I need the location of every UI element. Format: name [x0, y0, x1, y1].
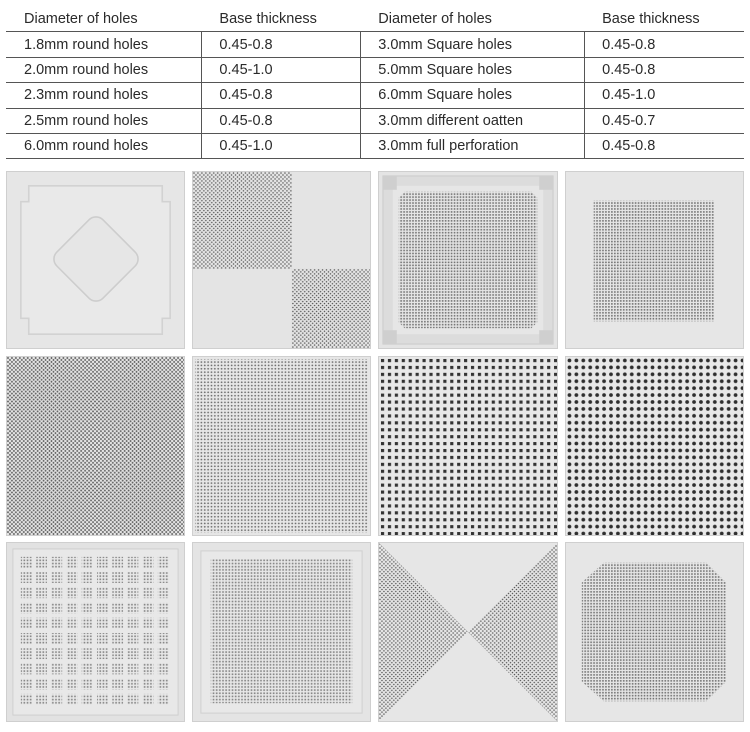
perforation-block [112, 679, 123, 690]
cell-diameter: 1.8mm round holes [7, 32, 202, 57]
table-row [7, 32, 744, 57]
perforation-block [82, 679, 93, 690]
perforation-block [51, 694, 62, 705]
header-diameter-2: Diameter of holes [361, 7, 585, 32]
perforation-block [82, 603, 93, 614]
perforation-block [127, 618, 138, 629]
perforation-block [158, 663, 169, 674]
perforation-block [82, 572, 93, 583]
perforation-block [127, 587, 138, 598]
cell-diameter: 2.5mm round holes [7, 108, 202, 133]
perforation-block [21, 603, 32, 614]
perforation-block [127, 633, 138, 644]
perforation-block [51, 663, 62, 674]
panel-full-diagonal-perforation [6, 356, 185, 536]
cell-thickness: 0.45-0.8 [202, 83, 361, 108]
panel-center-perforation [565, 171, 744, 349]
perforation-block [143, 572, 154, 583]
perforation-block [112, 557, 123, 568]
perforation-block [158, 587, 169, 598]
cell-diameter: 6.0mm round holes [7, 133, 202, 158]
spec-table [6, 6, 744, 159]
perforation-block [158, 572, 169, 583]
perforation-block [112, 603, 123, 614]
header-thickness-2: Base thickness [585, 7, 744, 32]
cell-diameter: 3.0mm different oatten [361, 108, 585, 133]
perforation-block [127, 648, 138, 659]
perforation-block [21, 679, 32, 690]
perforation-block [97, 557, 108, 568]
perforation-block [67, 603, 78, 614]
panel-square-perforated-border [378, 171, 558, 349]
perforation-block [21, 633, 32, 644]
perforation-block [143, 633, 154, 644]
perforation-block [127, 603, 138, 614]
perforation-block [158, 633, 169, 644]
table-row [7, 108, 744, 133]
perforation-block [36, 663, 47, 674]
perforation-block [67, 663, 78, 674]
perforation-block [51, 633, 62, 644]
perforation-block [82, 557, 93, 568]
cell-diameter: 3.0mm Square holes [361, 32, 585, 57]
perforation-block [112, 648, 123, 659]
perforation-block [21, 648, 32, 659]
perforation-block [67, 618, 78, 629]
table-row [7, 83, 744, 108]
cell-diameter: 2.3mm round holes [7, 83, 202, 108]
perforation-block [82, 587, 93, 598]
cell-thickness: 0.45-0.7 [585, 108, 744, 133]
panel-full-fine-perforation [192, 356, 371, 536]
perforation-block [21, 587, 32, 598]
perforation-block [127, 694, 138, 705]
perforation-block [51, 557, 62, 568]
perforation-block [158, 603, 169, 614]
perforation-block [36, 694, 47, 705]
perforation-block [143, 587, 154, 598]
perforation-block [36, 633, 47, 644]
cell-thickness: 0.45-0.8 [585, 133, 744, 158]
perforation-block [67, 648, 78, 659]
perforation-block [143, 679, 154, 690]
perforation-block [51, 679, 62, 690]
perforation-block [97, 633, 108, 644]
table-row [7, 57, 744, 82]
cell-thickness: 0.45-0.8 [202, 32, 361, 57]
panel-embossed-diamond [6, 171, 185, 349]
perforation-block [158, 679, 169, 690]
perforation-block [158, 618, 169, 629]
panel-grid-block-perforation [6, 542, 185, 722]
perforation-block [21, 663, 32, 674]
perforation-block [112, 587, 123, 598]
cell-thickness: 0.45-0.8 [585, 57, 744, 82]
perforation-block [82, 633, 93, 644]
panel-square-holes [378, 356, 558, 536]
perforation-block [21, 572, 32, 583]
perforation-block [36, 557, 47, 568]
perforation-block [51, 603, 62, 614]
cell-diameter: 5.0mm Square holes [361, 57, 585, 82]
table-row [7, 133, 744, 158]
cell-diameter: 3.0mm full perforation [361, 133, 585, 158]
perforation-block [127, 572, 138, 583]
header-diameter-1: Diameter of holes [7, 7, 202, 32]
panel-hourglass-perforation [378, 542, 558, 722]
cell-diameter: 6.0mm Square holes [361, 83, 585, 108]
panel-checkerboard-perforation [192, 171, 371, 349]
perforation-block [158, 648, 169, 659]
spec-table-header-row [7, 7, 744, 32]
perforation-block [36, 679, 47, 690]
perforation-block [143, 557, 154, 568]
perforation-block [112, 618, 123, 629]
perforation-block [36, 572, 47, 583]
perforation-block [97, 603, 108, 614]
perforation-block [67, 572, 78, 583]
cell-thickness: 0.45-1.0 [585, 83, 744, 108]
perforation-block [51, 648, 62, 659]
perforation-block [127, 663, 138, 674]
perforation-block [127, 557, 138, 568]
perforation-block [82, 648, 93, 659]
perforation-block [143, 648, 154, 659]
perforation-block [97, 663, 108, 674]
perforation-block [36, 648, 47, 659]
perforation-block [82, 663, 93, 674]
perforation-block [21, 557, 32, 568]
cell-diameter: 2.0mm round holes [7, 57, 202, 82]
perforation-block [67, 587, 78, 598]
perforation-block [112, 663, 123, 674]
perforation-block [67, 557, 78, 568]
panel-large-round-holes [565, 356, 744, 536]
panel-octagon-perforation [565, 542, 744, 722]
perforation-block [158, 694, 169, 705]
perforation-block [21, 694, 32, 705]
perforation-block [36, 587, 47, 598]
perforation-block [112, 572, 123, 583]
perforation-block [51, 572, 62, 583]
perforation-block [143, 663, 154, 674]
perforation-block [97, 587, 108, 598]
perforation-block [67, 633, 78, 644]
cell-thickness: 0.45-1.0 [202, 133, 361, 158]
perforation-block [97, 572, 108, 583]
panel-framed-perforation [192, 542, 371, 722]
perforation-block [36, 618, 47, 629]
perforation-block [82, 694, 93, 705]
perforation-block [97, 679, 108, 690]
perforation-block [97, 618, 108, 629]
perforation-block [21, 618, 32, 629]
perforation-block [51, 587, 62, 598]
cell-thickness: 0.45-1.0 [202, 57, 361, 82]
perforation-block [67, 694, 78, 705]
perforation-block [143, 618, 154, 629]
perforation-block [67, 679, 78, 690]
header-thickness-1: Base thickness [202, 7, 361, 32]
perforation-block [112, 633, 123, 644]
perforation-block [51, 618, 62, 629]
perforation-block [158, 557, 169, 568]
perforation-block [97, 694, 108, 705]
perforation-block [97, 648, 108, 659]
cell-thickness: 0.45-0.8 [202, 108, 361, 133]
perforation-block [143, 603, 154, 614]
perforation-block [82, 618, 93, 629]
perforation-block [143, 694, 154, 705]
cell-thickness: 0.45-0.8 [585, 32, 744, 57]
perforation-block [112, 694, 123, 705]
perforation-block [127, 679, 138, 690]
perforation-block [36, 603, 47, 614]
